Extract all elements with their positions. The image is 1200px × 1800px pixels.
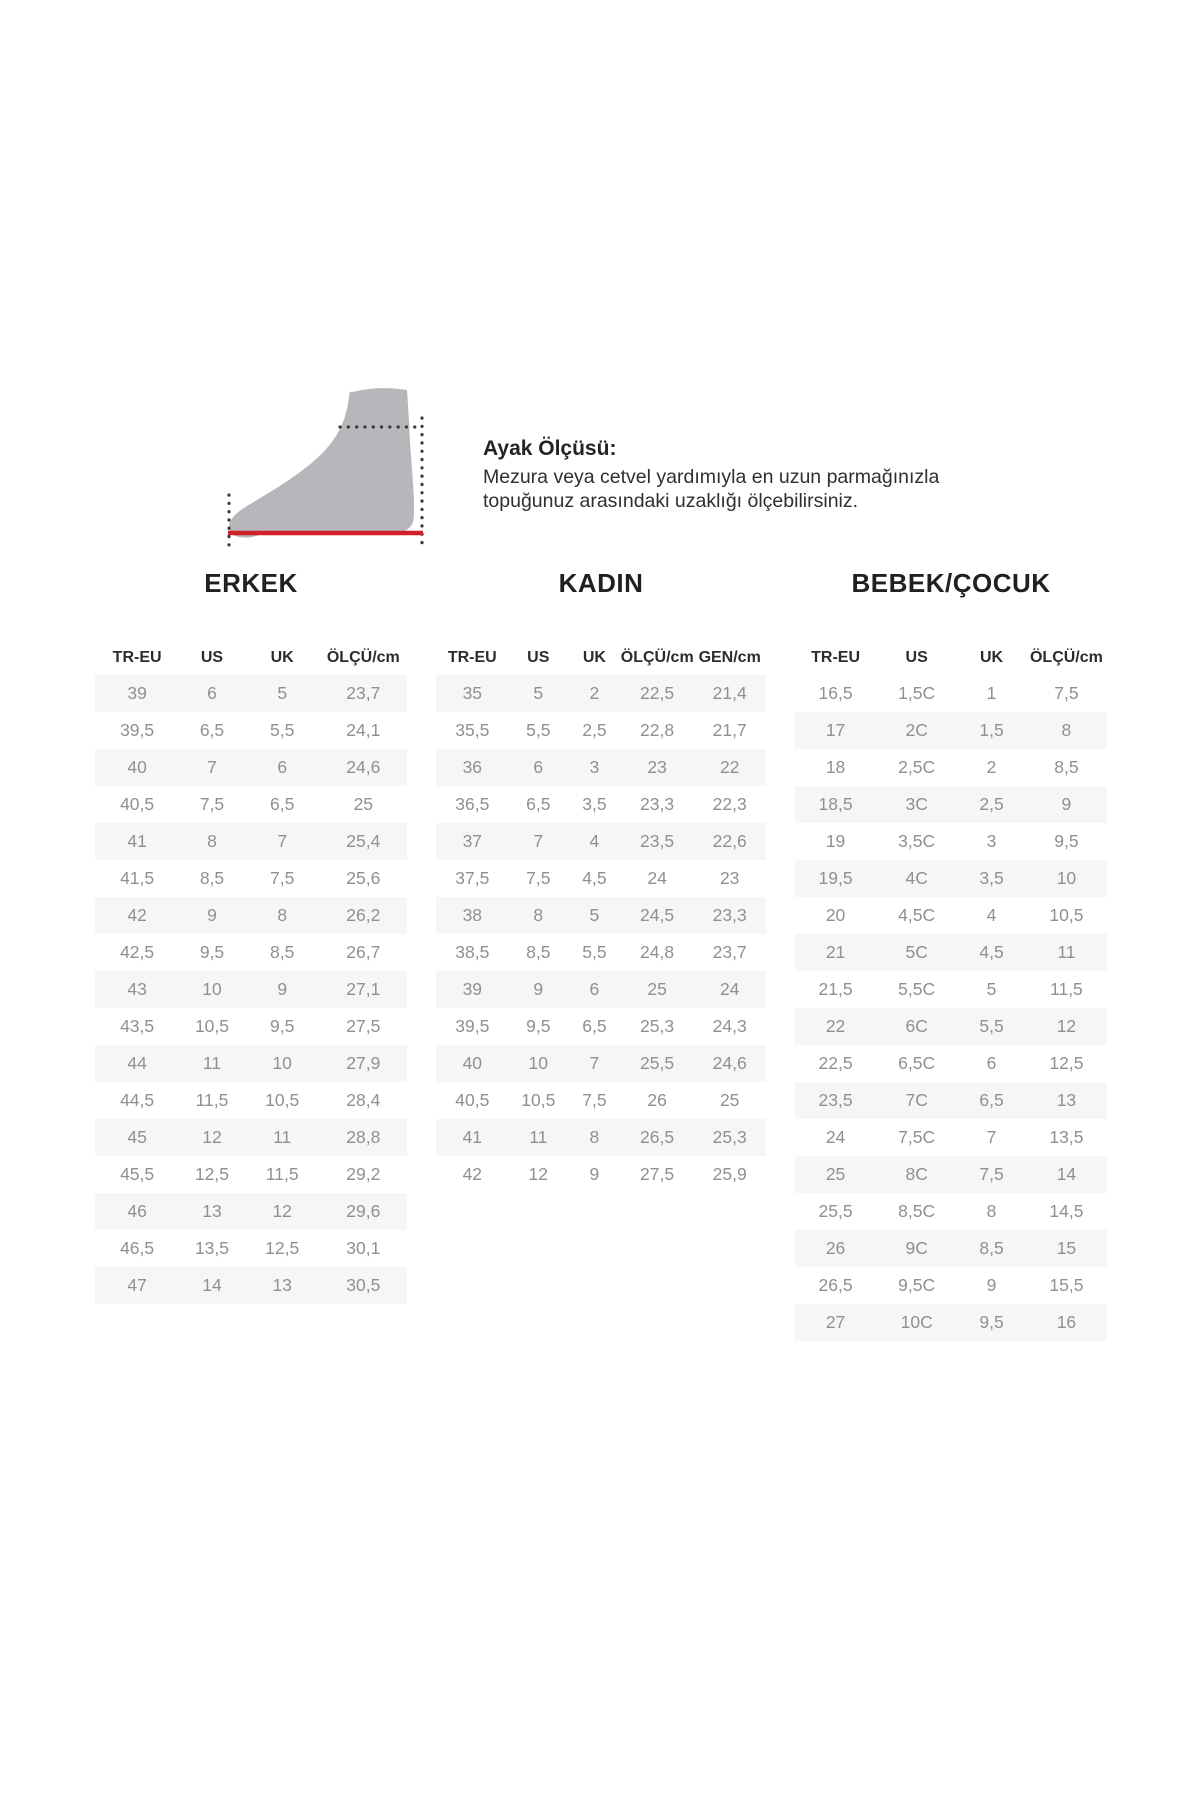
table-cell: 12,5 — [265, 1238, 300, 1258]
table-cell: 5,5C — [898, 979, 936, 999]
table-cell: 26,7 — [346, 942, 381, 962]
table-cell: 27,5 — [640, 1164, 675, 1184]
table-row — [795, 1082, 1107, 1119]
table-row — [436, 1119, 766, 1156]
table-cell: 24,5 — [621, 897, 694, 934]
table-cell: 39,5 — [120, 720, 155, 740]
column-header: ÖLÇÜ/cm — [1029, 649, 1103, 666]
table-cell: 2,5C — [898, 757, 936, 777]
table-cell: 6,5 — [270, 794, 295, 814]
table-cell: 24,8 — [640, 942, 675, 962]
table-cell: 18 — [825, 757, 846, 777]
table-cell: 13 — [245, 1267, 320, 1304]
table-cell: 23,7 — [712, 942, 747, 962]
table-cell: 9 — [986, 1275, 997, 1295]
table-cell: 4 — [568, 823, 621, 860]
table-cell: 19 — [825, 831, 846, 851]
table-row — [95, 1119, 407, 1156]
table-cell: 10,5 — [194, 1016, 230, 1036]
table-row — [795, 934, 1107, 971]
table-cell: 2 — [986, 757, 997, 777]
table-cell: 6 — [179, 675, 245, 712]
table-row — [95, 1193, 407, 1230]
table-cell: 6,5C — [898, 1053, 936, 1073]
table-row — [436, 934, 766, 971]
table-cell: 24 — [825, 1127, 846, 1147]
table-cell: 6 — [568, 971, 621, 1008]
table-row — [436, 971, 766, 1008]
column-header: GEN/cm — [698, 649, 761, 666]
table-cell: 5C — [876, 934, 957, 971]
table-cell: 8C — [876, 1156, 957, 1193]
table-cell: 10,5 — [521, 1090, 556, 1110]
table-cell: 7,5C — [898, 1127, 936, 1147]
table-cell: 22,8 — [640, 720, 675, 740]
table-cell: 4,5 — [582, 868, 607, 888]
table-cell: 12,5 — [194, 1164, 230, 1184]
table-cell: 27,1 — [320, 971, 407, 1008]
table-cell: 36 — [436, 749, 509, 786]
table-cell: 7,5 — [526, 868, 551, 888]
table-cell: 27 — [795, 1304, 876, 1341]
table-cell: 38 — [436, 897, 509, 934]
table-header-row — [95, 649, 407, 675]
table-cell: 19,5 — [795, 860, 876, 897]
kadin-table — [436, 649, 766, 1193]
table-cell: 16,5 — [818, 683, 853, 703]
table-cell: 11 — [245, 1119, 320, 1156]
table-cell: 13,5 — [1049, 1127, 1084, 1147]
table-cell: 17 — [795, 712, 876, 749]
table-title-erkek: ERKEK — [204, 568, 298, 598]
table-row — [95, 749, 407, 786]
table-cell: 12 — [1026, 1008, 1107, 1045]
table-cell: 24,1 — [346, 720, 381, 740]
table-cell: 8,5 — [270, 942, 295, 962]
table-cell: 47 — [95, 1267, 179, 1304]
table-cell: 26 — [795, 1230, 876, 1267]
table-row — [95, 860, 407, 897]
table-cell: 30,5 — [320, 1267, 407, 1304]
table-cell: 25,9 — [712, 1164, 747, 1184]
table-cell: 25,5 — [621, 1045, 694, 1082]
table-cell: 13,5 — [194, 1238, 230, 1258]
table-cell: 42,5 — [120, 942, 155, 962]
table-cell: 40 — [95, 749, 179, 786]
foot-silhouette — [229, 388, 414, 537]
table-cell: 12 — [179, 1119, 245, 1156]
table-cell: 8 — [179, 823, 245, 860]
size-table-kadin — [436, 568, 766, 1341]
table-cell: 9,5 — [957, 1304, 1026, 1341]
table-row — [95, 1267, 407, 1304]
table-row — [95, 1082, 407, 1119]
column-header: TR-EU — [447, 649, 497, 666]
measure-line-1: Mezura veya cetvel yardımıyla en uzun parmağınızla — [483, 466, 940, 488]
table-cell: 12 — [245, 1193, 320, 1230]
table-cell: 7,5 — [270, 868, 295, 888]
table-header-row — [795, 649, 1107, 675]
table-cell: 4,5C — [898, 905, 936, 925]
table-cell: 9 — [179, 897, 245, 934]
table-cell: 14,5 — [1049, 1201, 1084, 1221]
table-cell: 25,3 — [693, 1119, 766, 1156]
column-header: UK — [582, 649, 606, 666]
table-row — [436, 786, 766, 823]
table-cell: 11,5 — [265, 1164, 299, 1184]
table-cell: 10,5 — [1049, 905, 1084, 925]
table-cell: 3,5 — [582, 794, 607, 814]
table-cell: 43,5 — [120, 1016, 155, 1036]
table-cell: 9C — [876, 1230, 957, 1267]
table-cell: 7 — [245, 823, 320, 860]
erkek-table — [95, 649, 407, 1304]
table-cell: 6 — [509, 749, 568, 786]
table-row — [795, 1304, 1107, 1341]
table-cell: 24 — [647, 868, 667, 888]
table-cell: 9,5 — [526, 1016, 551, 1036]
table-cell: 22,3 — [712, 794, 747, 814]
table-row — [795, 786, 1107, 823]
table-cell: 6C — [876, 1008, 957, 1045]
table-cell: 6 — [245, 749, 320, 786]
table-cell: 1,5 — [957, 712, 1026, 749]
table-row — [795, 860, 1107, 897]
table-cell: 43 — [95, 971, 179, 1008]
table-cell: 13 — [1026, 1082, 1107, 1119]
table-cell: 5 — [568, 897, 621, 934]
column-header: TR-EU — [112, 649, 162, 666]
table-cell: 24,6 — [693, 1045, 766, 1082]
table-cell: 26,5 — [818, 1275, 853, 1295]
size-table-bebek-cocuk — [795, 568, 1107, 1341]
bebek-cocuk-table — [795, 649, 1107, 1341]
table-row — [795, 971, 1107, 1008]
table-cell: 9 — [245, 971, 320, 1008]
table-cell: 39 — [95, 675, 179, 712]
column-header: ÖLÇÜ/cm — [620, 649, 694, 666]
table-row — [95, 897, 407, 934]
measure-line-2: topuğunuz arasındaki uzaklığı ölçebilirsiniz. — [483, 490, 859, 512]
table-cell: 41 — [95, 823, 179, 860]
table-cell: 9 — [589, 1164, 600, 1184]
table-cell: 25,3 — [640, 1016, 675, 1036]
table-cell: 15,5 — [1049, 1275, 1084, 1295]
table-cell: 26,5 — [621, 1119, 694, 1156]
table-cell: 25 — [795, 1156, 876, 1193]
table-cell: 23,5 — [795, 1082, 876, 1119]
table-cell: 22 — [795, 1008, 876, 1045]
table-row — [795, 1156, 1107, 1193]
table-row — [95, 823, 407, 860]
table-cell: 7 — [986, 1127, 997, 1147]
table-row — [436, 675, 766, 712]
table-cell: 7 — [179, 749, 245, 786]
table-row — [795, 1045, 1107, 1082]
table-cell: 11 — [509, 1119, 568, 1156]
table-header-row — [436, 649, 766, 675]
table-row — [95, 1230, 407, 1267]
table-cell: 5,5 — [526, 720, 551, 740]
table-cell: 46 — [95, 1193, 179, 1230]
table-cell: 5 — [986, 979, 997, 999]
table-title-bebek-cocuk: BEBEK/ÇOCUK — [851, 568, 1051, 598]
table-cell: 9 — [509, 971, 568, 1008]
table-cell: 23 — [621, 749, 694, 786]
table-row — [436, 897, 766, 934]
column-header: US — [905, 649, 928, 666]
table-cell: 5,5 — [957, 1008, 1026, 1045]
table-cell: 24,3 — [712, 1016, 747, 1036]
table-cell: 30,1 — [346, 1238, 381, 1258]
table-cell: 21,7 — [712, 720, 747, 740]
table-row — [95, 675, 407, 712]
table-cell: 11,5 — [1050, 979, 1083, 999]
table-cell: 12,5 — [1049, 1053, 1084, 1073]
table-cell: 1 — [986, 683, 997, 703]
table-row — [95, 1156, 407, 1193]
table-cell: 26,2 — [320, 897, 407, 934]
table-cell: 28,4 — [346, 1090, 381, 1110]
column-header: US — [527, 649, 550, 666]
table-cell: 22 — [693, 749, 766, 786]
table-cell: 29,2 — [346, 1164, 381, 1184]
table-cell: 8,5 — [957, 1230, 1026, 1267]
table-row — [436, 1008, 766, 1045]
column-header: US — [200, 649, 224, 666]
table-cell: 12 — [528, 1164, 549, 1184]
table-cell: 28,8 — [320, 1119, 407, 1156]
table-title-kadin: KADIN — [558, 568, 644, 598]
table-cell: 25 — [621, 971, 694, 1008]
foot-illustration-icon — [222, 380, 462, 555]
table-cell: 2,5 — [582, 720, 607, 740]
table-cell: 23 — [719, 868, 740, 888]
table-cell: 41 — [436, 1119, 509, 1156]
table-cell: 8 — [568, 1119, 621, 1156]
table-cell: 21 — [795, 934, 876, 971]
table-cell: 23,3 — [640, 794, 675, 814]
table-cell: 9,5 — [199, 942, 225, 962]
table-cell: 37,5 — [455, 868, 490, 888]
table-cell: 10,5 — [265, 1090, 300, 1110]
table-cell: 25 — [719, 1090, 740, 1110]
table-cell: 21,5 — [818, 979, 853, 999]
foot-figure — [222, 380, 462, 555]
table-cell: 5 — [245, 675, 320, 712]
table-row — [795, 749, 1107, 786]
table-cell: 18,5 — [795, 786, 876, 823]
table-cell: 1,5C — [898, 683, 936, 703]
table-cell: 39 — [436, 971, 509, 1008]
table-cell: 29,6 — [320, 1193, 407, 1230]
table-cell: 11,5 — [195, 1090, 229, 1110]
table-cell: 45,5 — [120, 1164, 155, 1184]
table-cell: 8 — [1026, 712, 1107, 749]
table-row — [795, 675, 1107, 712]
table-row — [795, 712, 1107, 749]
column-header: UK — [270, 649, 294, 666]
table-row — [436, 1082, 766, 1119]
table-row — [795, 1267, 1107, 1304]
table-cell: 3 — [986, 831, 997, 851]
table-row — [95, 971, 407, 1008]
column-header: UK — [979, 649, 1004, 666]
table-cell: 23,5 — [621, 823, 694, 860]
table-cell: 3,5C — [898, 831, 936, 851]
table-cell: 10 — [179, 971, 245, 1008]
table-cell: 24,6 — [320, 749, 407, 786]
table-cell: 40,5 — [120, 794, 155, 814]
table-row — [436, 823, 766, 860]
table-cell: 9 — [1026, 786, 1107, 823]
table-cell: 10 — [1026, 860, 1107, 897]
table-cell: 8,5C — [898, 1201, 936, 1221]
table-cell: 9,5 — [1054, 831, 1079, 851]
table-cell: 27,9 — [320, 1045, 407, 1082]
table-cell: 46,5 — [120, 1238, 155, 1258]
table-row — [795, 1119, 1107, 1156]
table-cell: 4C — [876, 860, 957, 897]
table-cell: 6,5 — [199, 720, 225, 740]
table-cell: 38,5 — [455, 942, 490, 962]
table-cell: 37 — [436, 823, 509, 860]
table-cell: 25 — [353, 794, 374, 814]
table-cell: 44 — [95, 1045, 179, 1082]
table-row — [795, 897, 1107, 934]
table-row — [436, 1045, 766, 1082]
table-cell: 2,5 — [957, 786, 1026, 823]
measure-title: Ayak Ölçüsü: — [483, 437, 617, 460]
table-cell: 25,6 — [346, 868, 381, 888]
table-cell: 45 — [95, 1119, 179, 1156]
table-cell: 9,5 — [270, 1016, 295, 1036]
table-cell: 10 — [245, 1045, 320, 1082]
table-cell: 24 — [693, 971, 766, 1008]
table-cell: 13 — [179, 1193, 245, 1230]
table-cell: 8,5 — [526, 942, 551, 962]
table-cell: 22,5 — [621, 675, 694, 712]
table-cell: 2 — [568, 675, 621, 712]
table-row — [795, 1008, 1107, 1045]
table-cell: 44,5 — [120, 1090, 155, 1110]
table-cell: 25,5 — [818, 1201, 853, 1221]
table-cell: 22,5 — [818, 1053, 853, 1073]
table-row — [95, 786, 407, 823]
table-cell: 7,5 — [582, 1090, 607, 1110]
table-row — [436, 860, 766, 897]
table-cell: 7,5 — [957, 1156, 1026, 1193]
table-cell: 35 — [436, 675, 509, 712]
table-row — [95, 1045, 407, 1082]
table-row — [795, 1193, 1107, 1230]
table-row — [95, 712, 407, 749]
table-cell: 39,5 — [455, 1016, 490, 1036]
table-row — [95, 1008, 407, 1045]
table-cell: 7 — [568, 1045, 621, 1082]
table-cell: 26 — [647, 1090, 667, 1110]
table-cell: 8 — [986, 1201, 997, 1221]
table-cell: 7,5 — [1054, 683, 1079, 703]
table-row — [436, 712, 766, 749]
table-cell: 6,5 — [526, 794, 551, 814]
table-cell: 8 — [245, 897, 320, 934]
table-cell: 5,5 — [270, 720, 295, 740]
table-row — [436, 749, 766, 786]
table-cell: 42 — [95, 897, 179, 934]
table-row — [436, 1156, 766, 1193]
table-cell: 8 — [509, 897, 568, 934]
table-row — [795, 1230, 1107, 1267]
table-cell: 9,5C — [898, 1275, 936, 1295]
table-cell: 7,5 — [199, 794, 225, 814]
table-cell: 5 — [509, 675, 568, 712]
table-cell: 21,4 — [693, 675, 766, 712]
table-row — [795, 823, 1107, 860]
table-cell: 2C — [876, 712, 957, 749]
table-cell: 6,5 — [582, 1016, 607, 1036]
table-cell: 6 — [986, 1053, 997, 1073]
table-cell: 23,3 — [693, 897, 766, 934]
table-cell: 3,5 — [957, 860, 1026, 897]
table-cell: 10C — [876, 1304, 957, 1341]
table-cell: 4 — [986, 905, 997, 925]
table-cell: 8,5 — [1054, 757, 1079, 777]
table-cell: 5,5 — [582, 942, 607, 962]
table-cell: 7 — [509, 823, 568, 860]
table-cell: 3 — [568, 749, 621, 786]
table-cell: 3C — [876, 786, 957, 823]
table-cell: 11 — [1026, 934, 1107, 971]
table-cell: 8,5 — [199, 868, 225, 888]
table-cell: 27,5 — [346, 1016, 381, 1036]
size-tables-row — [95, 568, 1107, 1341]
table-cell: 25,4 — [320, 823, 407, 860]
measure-instructions — [483, 437, 963, 513]
table-cell: 11 — [179, 1045, 245, 1082]
table-cell: 41,5 — [120, 868, 155, 888]
table-cell: 20 — [825, 905, 846, 925]
table-cell: 10 — [509, 1045, 568, 1082]
table-cell: 6,5 — [957, 1082, 1026, 1119]
table-cell: 16 — [1026, 1304, 1107, 1341]
table-cell: 23,7 — [320, 675, 407, 712]
table-cell: 40,5 — [455, 1090, 490, 1110]
table-cell: 14 — [179, 1267, 245, 1304]
table-cell: 22,6 — [693, 823, 766, 860]
table-cell: 15 — [1026, 1230, 1107, 1267]
column-header: TR-EU — [811, 649, 860, 666]
column-header: ÖLÇÜ/cm — [326, 649, 400, 666]
table-cell: 35,5 — [455, 720, 490, 740]
table-cell: 40 — [436, 1045, 509, 1082]
table-cell: 14 — [1026, 1156, 1107, 1193]
table-cell: 42 — [462, 1164, 483, 1184]
table-cell: 7C — [876, 1082, 957, 1119]
table-row — [95, 934, 407, 971]
size-table-erkek — [95, 568, 407, 1341]
table-cell: 4,5 — [957, 934, 1026, 971]
table-cell: 36,5 — [455, 794, 490, 814]
